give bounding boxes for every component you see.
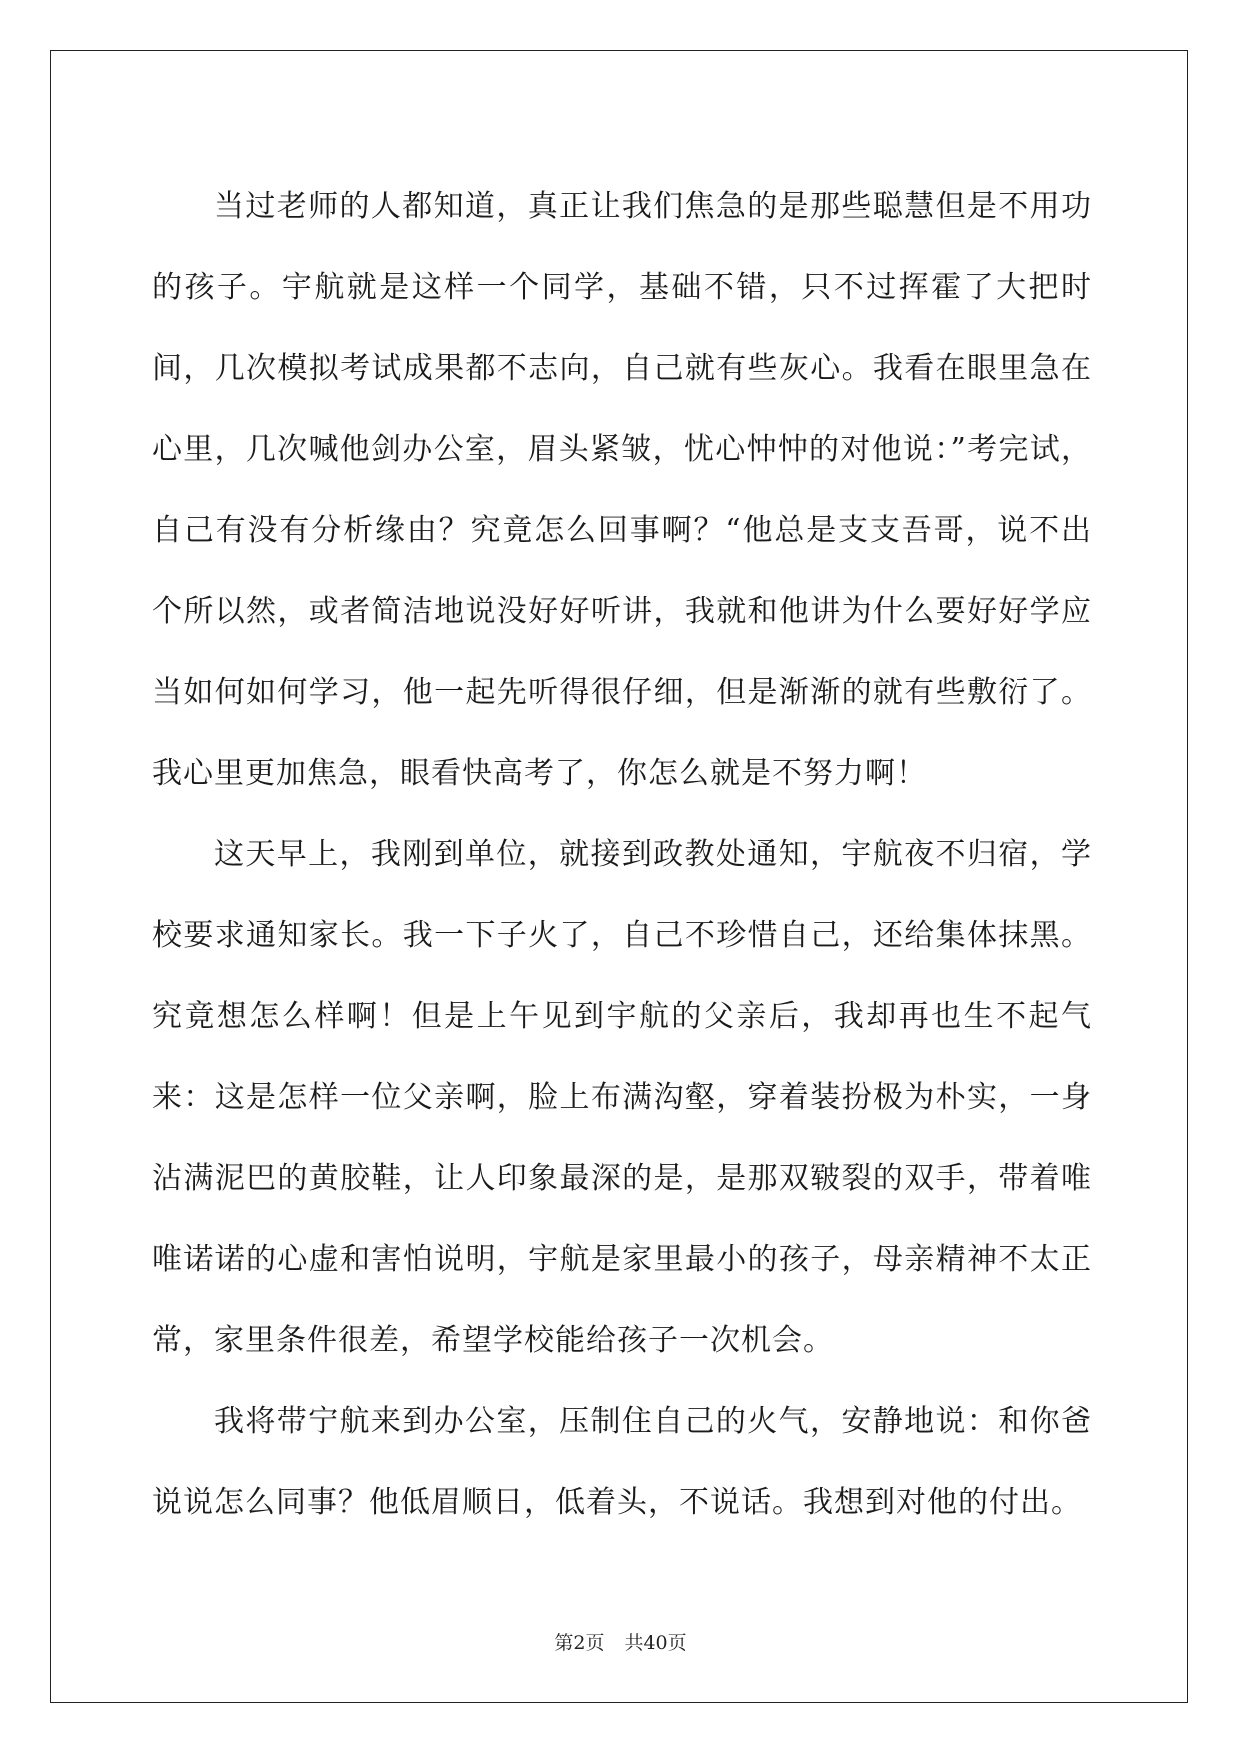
page-total: 共40页 xyxy=(624,1632,687,1654)
paragraph-3: 我将带宁航来到办公室，压制住自己的火气，安静地说：和你爸说说怎么同事？他低眉顺日，低着头，不说话。我想到对他的付出。 xyxy=(152,1404,1092,1520)
paragraph-1: 当过老师的人都知道，真正让我们焦急的是那些聪慧但是不用功的孩子。宇航就是这样一个同学，基础不错，只不过挥霍了大把时间，几次模拟考试成果都不志向，自己就有些灰心。我看在眼里急在心里，几次喊他剑办公室，眉头紧皱，忧心忡忡的对他说：”考完试，自己有没有分析缘由？究竟怎么回事啊？“他总是支支吾哥，说不出个所以然，或者简洁地说没好好听讲，我就和他讲为什么要好好学应当如何如何学习，他一起先听得很仔细，但是渐渐的就有些敷衍了。我心里更加焦急，眼看快高考了，你怎么就是不努力啊！ xyxy=(152,189,1092,791)
page-number: 第2页 xyxy=(554,1632,605,1654)
paragraph-2: 这天早上，我刚到单位，就接到政教处通知，宇航夜不归宿，学校要求通知家长。我一下子火了，自己不珍惜自己，还给集体抹黑。究竟想怎么样啊！但是上午见到宇航的父亲后，我却再也生不起气来：这是怎样一位父亲啊，脸上布满沟壑，穿着装扮极为朴实，一身沾满泥巴的黄胶鞋，让人印象最深的是，是那双皲裂的双手，带着唯唯诺诺的心虚和害怕说明，宇航是家里最小的孩子，母亲精神不太正常，家里条件很差，希望学校能给孩子一次机会。 xyxy=(152,837,1092,1358)
page-footer xyxy=(0,1628,1241,1655)
document-body xyxy=(152,166,1092,1543)
